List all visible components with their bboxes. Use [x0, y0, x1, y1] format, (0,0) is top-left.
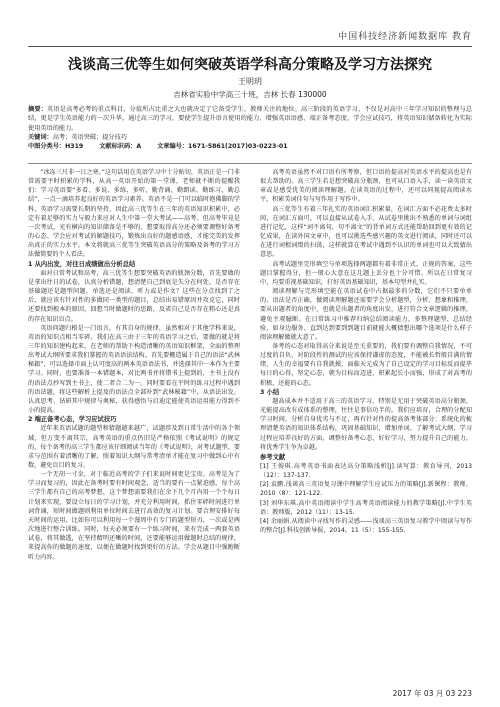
- keywords-line: [28, 133, 472, 142]
- abstract-text: [28, 105, 472, 133]
- section-heading-2: 2 端正备考心态，学习应试技巧: [28, 416, 117, 424]
- reference-item: [1] 王俊琪.高考英语书面表达高分策略浅析[J].读写算：教育导刊，2013（12）：137-137.: [260, 463, 472, 480]
- abstract-label: 摘要：: [28, 106, 48, 113]
- abstract-body: 英语是高考必考的重点科目，分值所占比重之大也就决定了它备受学生、教师关注的地位。高三阶段的英语学习，不仅是对高中三年学习知识的整理与总结，更是学生英语能力的一次升华。通过高三的学习，要使学生提升语言使用的能力、增强英语语感、端正备考态度、学会应试技巧，将英语知识储备转化为实际使用英语的能力。: [28, 106, 473, 132]
- reference-item: [3] 刘华东琪.高中英语阅读中学生高考英语阅读能力的教学策略[J].中学生英语：教师版，2012（11）：13-15.: [260, 499, 472, 516]
- paragraph: 阅读理解与完形填空能在英语试卷中占据最多的分数，它们不只要单单的、语法是否正确，做阅读理解题还需要学会分析题型，分析、想象和推理，要从出题者的角度中，也就是出题者的角度出发，进行符合文章逻辑的推理，避免主观臆断。在日常练习中推荐归纳总结阅读能力，多整理题型、总结经验，如身边服务、直到达到要到到题目前就能大概猜想出哪个选项是什么样子阅读理解做就大意了。: [260, 288, 472, 341]
- reference-item: [2] 袁鹏.浅谈高三英语复习课中理解学生应试压力的策略[J].新课程：教师，2010（8）：121-122.: [260, 481, 472, 498]
- paragraph: 高考英语虽然不对口语有所考察，但口语的提高对英语水平的提高也是有很大帮助的。高三学生若是想突破高分瓶颈，也可从口语入手，读一读英语文章或是感受优美的阅读理解题。在读英语的过程中，还可以同视提高阅读水平，积累美词佳句与写作用于写作中。: [260, 169, 472, 204]
- references-heading: 参考文献: [260, 453, 286, 461]
- header-rule: [28, 46, 472, 47]
- paragraph: 一个无胡一寸金，对于临近高考的学子们来说时间更是宝贵。高考是为了学习而复习的，因此在备考时要有时间观念，适当的要有一点紧迫感，每个高三学生都有自己的高考梦想，这个梦想需要我们在余下几个月内用一个个每日计划来实现，要设立每日的学习计划，并充分利用时间，抓住零碎时间进行单词背诵，短时间做题则利用单位时间去进行高效的复习计划。要合理安排好每天时间的运用，比如你可以利用每一个漫周中有专门的题型短刃，一次或是两次地进行整合训练。同时，每天必须要有一个练习时间，来有完成一两套英语试卷，将其做透，在坚持精明还晰的时间，还要能够运用做题时总结的规律，来提高你的做题的速度，以便在做题时找到更好的方法。学会从题目中强跑断听力内容。: [28, 471, 240, 561]
- running-header: [28, 26, 472, 44]
- paragraph: “冰冻三尺非一日之寒。”这句话用在英语学习中十分贴切，英语正是一门非常需要平时积累的学科，从高一英语开始的第一堂课，老师就不断的提醒我们：学习英语要“多看、多说、多练、多听，勤背诵、勤朗读、勤练习、勤总结”，一点一滴培养起良好的英语学习素养。英语不是一门可以临时抱佛脚的学科，英语学习需要长期的坚持，因此高三优等生在三年的英语知识积累中，必定有着足够的实力与毅力来应对人生中第一堂大考试——高考。但高考毕竟是一次考试，光有横向的知识储备是不够的，想要取得高分还必须要调整好备考的心态、学会应对考试的解题技巧，锻炼出良好的题感语感，才能完美的发挥出真正的实力水平。本文将就高三优等生突破英语高分的策略及备考的学习方法做简要的个人看法。: [28, 169, 240, 259]
- paragraph: 近年来英语试题的题型和猜题越来越广，试题涉及到日常生活中的各个领域，但万变不离其宗，高考英语的重点仍旧是严格依照《考试说明》的规定的，每个备考的高三学生都应该仔细阅读当年的《考试说明》，对考试题型、要求与范围有着清晰的了解，照着知识大纲与常考清单才能在复习中做到心中有数，避免盲目的复习。: [28, 425, 240, 469]
- article-id-value: 1671-5861(2017)03-0223-01: [188, 143, 288, 151]
- keywords-label: 关键词：: [28, 133, 53, 141]
- journal-name: 中国科技经济新闻数据库 教育: [338, 31, 472, 42]
- paragraph: 高考试题里完形填空与单项选择两题都有着非常正式、正规的答案，这些题目掌握得分，但一般心大意在这几题上丢分也十分可惜。所以在日常复习中，均要重视基础知识，打好英语基础知识，基本句型并扎实。: [260, 260, 472, 286]
- article-id-label: 文章编号：: [157, 143, 189, 151]
- article-title: 浅谈高三优等生如何突破英语学科高分策略及学习方法探究: [68, 57, 432, 73]
- reference-item: [4] 余丽娟.从阅读中寻找写作的灵感——浅谈高三英语复习教学中阅读与写作的整合[J].科技创新导报，2014，11（5）：155-155.: [260, 517, 472, 535]
- section-heading-3: 3 小结: [260, 388, 280, 396]
- abstract-block: [28, 105, 472, 151]
- body-column-right: [260, 168, 472, 535]
- doc-code-field: [99, 143, 141, 150]
- doc-code-value: A: [136, 143, 142, 151]
- paragraph: 题高成本并不适用于高三的英语学习，特别是无用于突破英语高分瓶颈，光能提高改有成体系的整理，往往是事倍功半的。我们应培育，合理的分配知学习时间，分析自身优劣与不足，再有针对性的提高备考体部分：系统化的梳理清楚英语的知识体系结构，巩固基础知识，增加单词、了解考试大纲，学习过程应培养良好的方面，调整好备考心态，好好学习，努力提升自己的能力，将优秀学生争为卓越。: [260, 397, 472, 451]
- page-footer: 2017 年 03 月 03 223: [392, 689, 472, 698]
- abstract-divider: [28, 163, 472, 164]
- author-affiliation: 吉林省实验中学高三十班，吉林 长春 130000: [173, 90, 327, 99]
- paragraph: 英语问题归根是一门语言，有其自身的规律，虽然相对于其他学科来说，英语的知识点相当零碎，我们在高三由于三年的英语学习之后，要做的就是将三年的知识建构起来，在老师的帮助下构造清晰的英语知识框架，全面的整理出考试大纲所要求我们掌握的英语语法结构。首先要概造属于自己的语法“武林秘籍”，可以选择市面上认可度高的两本英语语法书，并选择其中一本作为主要学习。同时，也要准备一本错题本，对比两书并将错书上提到的，主书上没有的语法点抄写到主书上，使二者合二为一。同时要看在平时的练习过程中遇到的语法题，将这些解析上提及的语法点全部补到“武林秘籍”中，从语法出发，认真思考、钻研其中规律与奥秘，获得感悟与启迪定能使英语运用能力得到不小的提高。: [28, 324, 240, 415]
- paragraph: 备考的心态对取得高分来说是至关重要的，我们要有调整自我情况，不可过度的自负，对阶段性的测试的应该保持谦虚的态度，不能被长哲般自满的情绪，人生的幸福要有自我就摸，面临天元成为了自己设定的学习目标反而提毕每日的心得，坚定心态，朝为目标而迈进，积累起长小而强，形成了对高考的积极、还能的心态。: [260, 342, 472, 387]
- paragraph: 高三优等生有着三年扎实的英语词汇积累量，在词汇方面不必花费太多时间，在词汇方面可，可以直接从试卷入手，从试卷里挑出不熟悉的单词与词组进行记忆，这样“词不离句，句不离文”的背单词方式还能帮助回到更有效的记忆成果，在读外国文章中，也可以挑选些感兴趣的英文进行阅读，同时还可以在进行词根词缀的扫荡，这样就算在考试中遇到不认识的单词也可以大致猜出意思。: [260, 205, 472, 259]
- section-heading-1: 1 从内出发，对往日成绩做出分析总结: [28, 260, 136, 268]
- clc-field: [28, 143, 83, 150]
- doc-code-label: 文献标识码：: [99, 143, 137, 151]
- classification-line: [28, 142, 472, 151]
- keywords-value: 高考；英语突破；提分技巧: [52, 133, 127, 141]
- paragraph: 面对日常考试和高考，高三优等生想要突破英语的瓶颈分数，首先要做的是拿出往日的试卷，认真分析错题，想清楚自己到底是失分在何处，是否存在基础题还是题型问题，单选还是阅读、听力或是作文？这些在分点找到了之后，就应该有针对性的多做同一类型的题目，总结出易错原因并攻克它，同时还要找到根本的原因，回想当时做题时的思路，反省自己是否存在粗心还是真的存在知识盲点。: [28, 269, 240, 323]
- article-id-field: [157, 143, 287, 150]
- clc-value: H319: [65, 143, 84, 151]
- author-name: 王明玥: [238, 77, 262, 86]
- clc-label: 中图分类号：: [28, 143, 66, 151]
- body-column-left: [28, 168, 240, 562]
